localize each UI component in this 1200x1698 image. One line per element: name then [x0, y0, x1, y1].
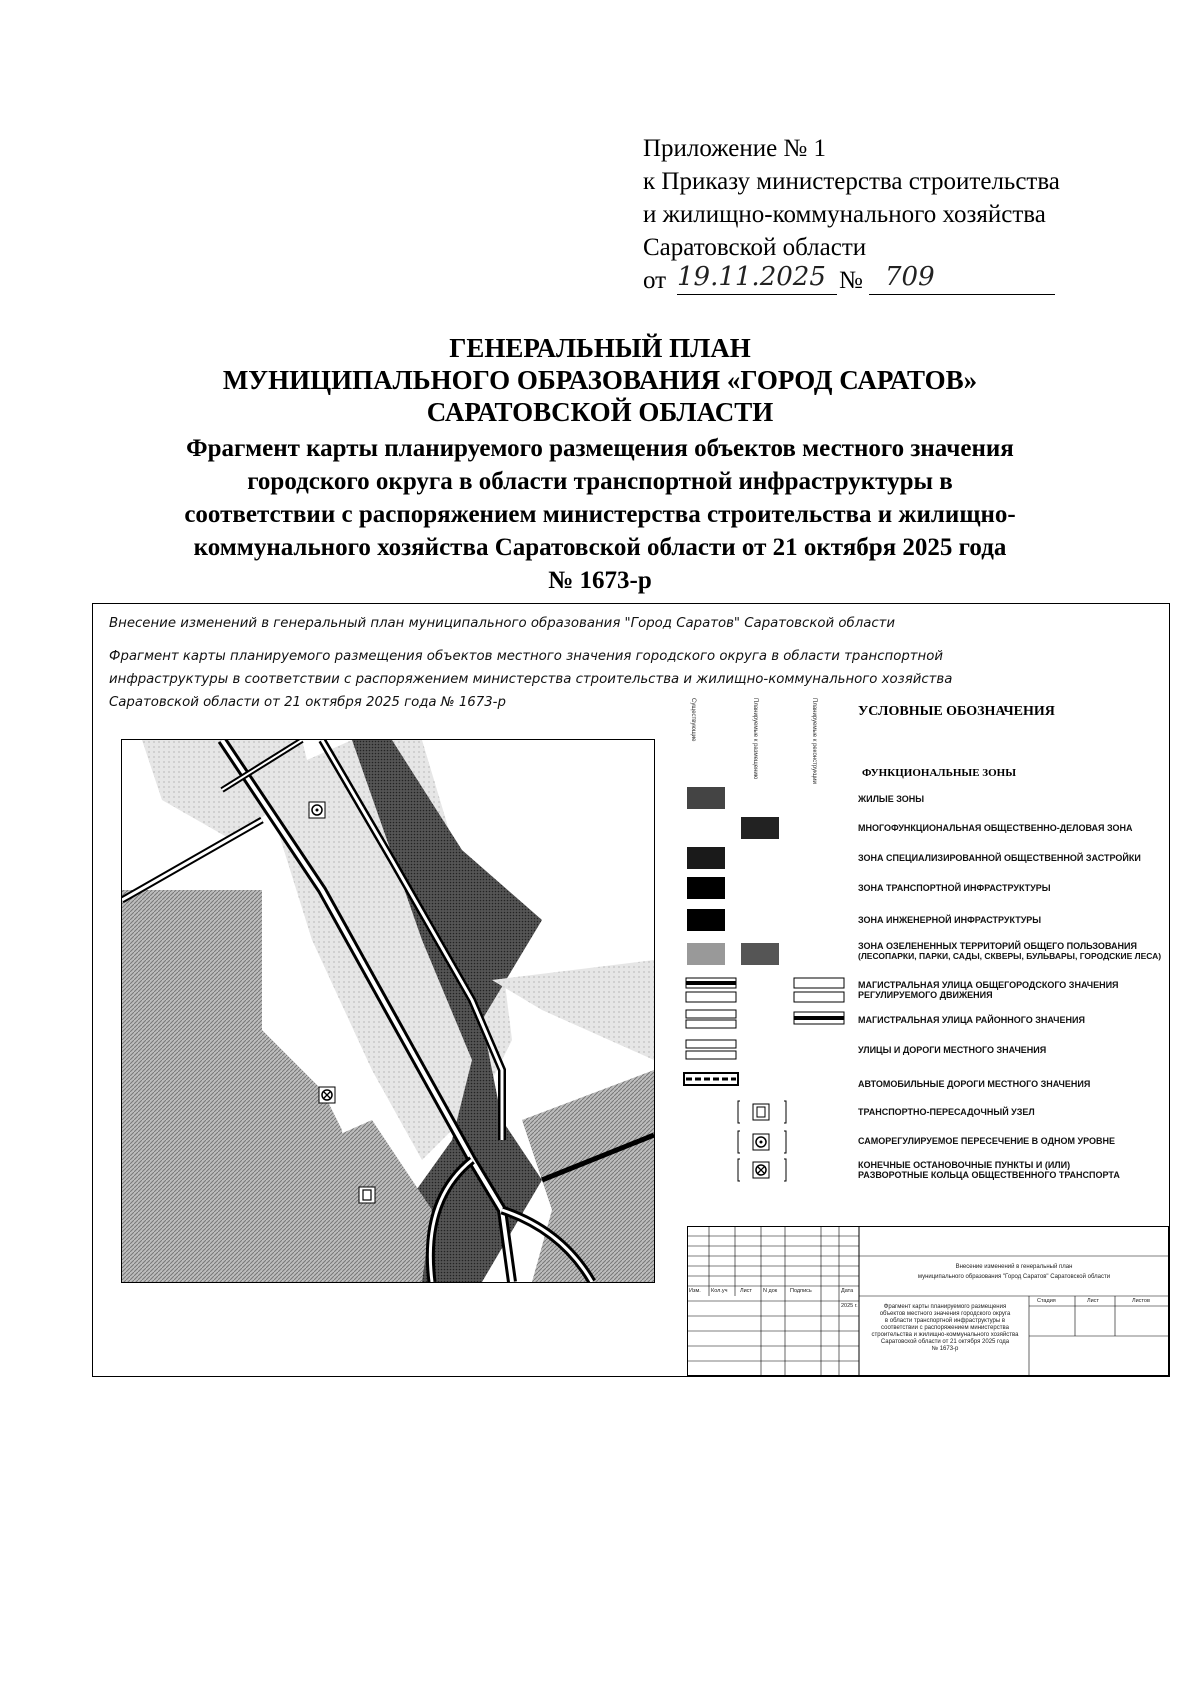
legend-road-city-2: РЕГУЛИРУЕМОГО ДВИЖЕНИЯ [858, 990, 993, 1000]
order-date-number [643, 264, 1163, 297]
legend-business: МНОГОФУНКЦИОНАЛЬНАЯ ОБЩЕСТВЕННО-ДЕЛОВАЯ ЗОНА [858, 823, 1133, 833]
swatch-residential [687, 787, 725, 809]
map-marker-terminal [319, 1087, 335, 1103]
legend-auto-road: АВТОМОБИЛЬНЫЕ ДОРОГИ МЕСТНОГО ЗНАЧЕНИЯ [858, 1079, 1091, 1089]
map-drawing [122, 740, 654, 1282]
legend-residential: ЖИЛЫЕ ЗОНЫ [858, 794, 925, 804]
legend-col-planned: Планируемые к размещению [752, 698, 758, 780]
swatch-road-city [685, 976, 737, 1004]
subheading-line-1: Фрагмент карты планируемого размещения объектов местного значения [186, 435, 1014, 462]
stamp-title-1: Внесение изменений в генеральный план [955, 1264, 1073, 1270]
legend-terminal-2: РАЗВОРОТНЫЕ КОЛЬЦА ОБЩЕСТВЕННОГО ТРАНСПОРТА [858, 1170, 1120, 1180]
legend-zones-title: ФУНКЦИОНАЛЬНЫЕ ЗОНЫ [862, 767, 1017, 779]
swatch-road-local [685, 1038, 737, 1062]
swatch-road-district-recon [793, 1008, 845, 1030]
document-heading [150, 332, 1050, 428]
legend-col-existing: Существующие [690, 698, 696, 742]
legend-transport: ЗОНА ТРАНСПОРТНОЙ ИНФРАСТРУКТУРЫ [858, 883, 1051, 893]
subheading-line-4: коммунального хозяйства Саратовской области от 21 октября 2025 года [193, 534, 1007, 561]
legend-engineering: ЗОНА ИНЖЕНЕРНОЙ ИНФРАСТРУКТУРЫ [858, 915, 1042, 925]
stamp-head-stage: Стадия [1037, 1298, 1056, 1304]
order-date: 19.11.2025 [677, 262, 826, 292]
swatch-road-district [685, 1008, 737, 1030]
document-subheading [150, 432, 1050, 597]
sheet-desc-line-1: Фрагмент карты планируемого размещения объектов местного значения городского округа в области транспортной [109, 649, 943, 664]
sheet-desc-line-2: инфраструктуры в соответствии с распоряжением министерства строительства и жилищно-коммунального хозяйства [109, 672, 953, 687]
order-number: 709 [885, 262, 935, 292]
heading-line-3: САРАТОВСКОЙ ОБЛАСТИ [426, 397, 774, 427]
legend-intersection: САМОРЕГУЛИРУЕМОЕ ПЕРЕСЕЧЕНИЕ В ОДНОМ УРОВНЕ [858, 1136, 1115, 1146]
appendix-line-2: к Приказу министерства строительства [643, 168, 1060, 195]
subheading-line-2: городского округа в области транспортной инфраструктуры в [247, 468, 953, 495]
sheet-title: Внесение изменений в генеральный план муниципального образования "Город Саратов" Саратовской области [109, 616, 896, 631]
legend-col-reconstruction: Планируемые к реконструкции [811, 698, 817, 784]
title-block-stamp [687, 1226, 1169, 1376]
legend-road-city-1: МАГИСТРАЛЬНАЯ УЛИЦА ОБЩЕГОРОДСКОГО ЗНАЧЕНИЯ [858, 980, 1119, 990]
swatch-auto-road [683, 1071, 739, 1089]
map-marker-intersection [309, 802, 325, 818]
appendix-line-1: Приложение № 1 [643, 135, 827, 162]
legend-road-district: МАГИСТРАЛЬНАЯ УЛИЦА РАЙОННОГО ЗНАЧЕНИЯ [858, 1015, 1085, 1025]
stamp-head-list: Лист [740, 1288, 752, 1294]
stamp-head-date: Дата [841, 1288, 854, 1294]
legend-title: УСЛОВНЫЕ ОБОЗНАЧЕНИЯ [858, 704, 1055, 719]
stamp-title-2: муниципального образования "Город Саратов" Саратовской области [917, 1274, 1111, 1280]
swatch-green-planned [741, 943, 779, 965]
legend-road-local: УЛИЦЫ И ДОРОГИ МЕСТНОГО ЗНАЧЕНИЯ [858, 1045, 1047, 1055]
legend-green-2: (ЛЕСОПАРКИ, ПАРКИ, САДЫ, СКВЕРЫ, БУЛЬВАРЫ, ГОРОДСКИЕ ЛЕСА) [858, 951, 1162, 961]
legend-hub: ТРАНСПОРТНО-ПЕРЕСАДОЧНЫЙ УЗЕЛ [858, 1107, 1035, 1117]
swatch-intersection-icon [737, 1130, 787, 1154]
stamp-head-izm: Изм. [689, 1288, 701, 1294]
map-fragment [121, 739, 655, 1283]
from-label: от [643, 267, 667, 294]
swatch-green-existing [687, 943, 725, 965]
subheading-line-3: соответствии с распоряжением министерства строительства и жилищно- [184, 501, 1016, 528]
stamp-description: Фрагмент карты планируемого размещения объектов местного значения городского округа в области транспортной инфраструктуры в соответствии с распоряжением министерства строительства и жилищно-коммунального хозяйства Саратовской области от 21 октября 2025 года № 1673-р [871, 1304, 1019, 1352]
swatch-road-city-recon [793, 976, 845, 1004]
stamp-head-kol: Кол.уч [711, 1288, 728, 1294]
stamp-head-sheet: Лист [1087, 1298, 1099, 1304]
swatch-hub-icon [737, 1100, 787, 1124]
map-sheet-frame [92, 603, 1170, 1377]
swatch-terminal-icon [737, 1158, 787, 1182]
stamp-head-sign: Подпись [790, 1288, 812, 1294]
subheading-line-5: № 1673-р [548, 567, 652, 594]
appendix-line-3: и жилищно-коммунального хозяйства [643, 201, 1046, 228]
swatch-engineering [687, 909, 725, 931]
map-marker-hub [359, 1187, 375, 1203]
stamp-head-ndok: N док [763, 1288, 778, 1294]
swatch-special [687, 847, 725, 869]
heading-line-2: МУНИЦИПАЛЬНОГО ОБРАЗОВАНИЯ «ГОРОД САРАТОВ» [222, 365, 978, 395]
swatch-transport [687, 877, 725, 899]
heading-line-1: ГЕНЕРАЛЬНЫЙ ПЛАН [449, 333, 751, 363]
number-label: № [839, 267, 863, 294]
appendix-block [643, 132, 1163, 297]
swatch-business [741, 817, 779, 839]
stamp-head-sheets: Листов [1132, 1298, 1150, 1304]
legend-special: ЗОНА СПЕЦИАЛИЗИРОВАННОЙ ОБЩЕСТВЕННОЙ ЗАСТРОЙКИ [858, 853, 1141, 863]
legend-green-1: ЗОНА ОЗЕЛЕНЕННЫХ ТЕРРИТОРИЙ ОБЩЕГО ПОЛЬЗОВАНИЯ [858, 941, 1137, 951]
legend-terminal-1: КОНЕЧНЫЕ ОСТАНОВОЧНЫЕ ПУНКТЫ И (ИЛИ) [858, 1160, 1071, 1170]
appendix-line-4: Саратовской области [643, 234, 867, 261]
stamp-year: 2025 г. [841, 1303, 858, 1309]
sheet-desc-line-3: Саратовской области от 21 октября 2025 года № 1673-р [109, 695, 506, 710]
